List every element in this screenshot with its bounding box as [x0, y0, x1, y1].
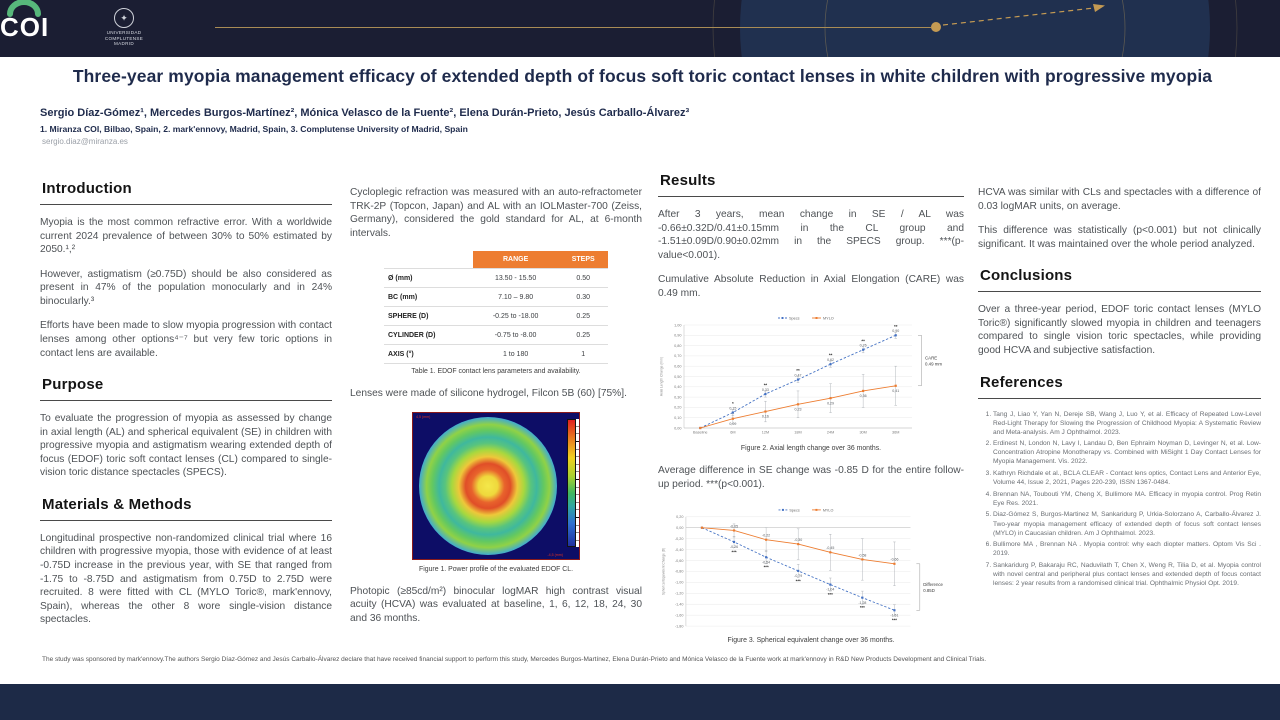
svg-text:***: *** — [795, 577, 801, 583]
references-list — [978, 410, 1261, 589]
hcva-paragraph-1: HCVA was similar with CLs and spectacles with a difference of 0.03 logMAR units, on average. — [978, 187, 1261, 212]
svg-text:Spherical Equivalent Change (: Spherical Equivalent Change (D) — [661, 547, 666, 595]
reference-item: 3. Kathryn Richdale et al., BCLA CLEAR - Contact lens optics, Contact Lens and Anterior Eye, Volume 44, Issue 2, 2021, Pages 220-239, ISSN 1367-0484. — [993, 469, 1261, 487]
svg-text:-0,22: -0,22 — [762, 533, 771, 538]
svg-text:0,30: 0,30 — [674, 395, 682, 400]
svg-text:0,33: 0,33 — [761, 388, 769, 393]
header-bar — [0, 0, 1280, 57]
introduction-heading: Introduction — [40, 180, 332, 205]
purpose-heading: Purpose — [40, 376, 332, 401]
svg-text:MYLO: MYLO — [823, 316, 834, 321]
table1-cell: SPHERE (D) — [384, 307, 473, 326]
svg-text:24M: 24M — [826, 430, 835, 435]
svg-text:-0,54: -0,54 — [762, 559, 771, 564]
table1-cell: CYLINDER (D) — [384, 326, 473, 345]
svg-text:0.85D: 0.85D — [923, 587, 935, 593]
svg-text:-0,79: -0,79 — [794, 573, 803, 578]
svg-text:0,20: 0,20 — [674, 406, 682, 411]
table1-cell: 0.25 — [558, 307, 608, 326]
profile-axis-label-bottom: -4,5 (mm) — [547, 552, 563, 557]
svg-text:Specs: Specs — [789, 507, 800, 512]
results-paragraph-se: Average difference in SE change was -0.85 D for the entire follow-up period. ***(p<0.001). — [658, 465, 964, 490]
svg-text:**: ** — [894, 324, 898, 330]
column-middle — [350, 186, 642, 637]
svg-text:0,41: 0,41 — [892, 389, 900, 394]
table1-cell: 13.50 - 15.50 — [473, 269, 559, 288]
svg-text:-0,60: -0,60 — [674, 558, 684, 563]
header-decoration — [0, 0, 1280, 57]
svg-text:MYLO: MYLO — [822, 507, 834, 512]
color-scale-bar-icon — [567, 419, 576, 547]
svg-text:0,10: 0,10 — [674, 416, 682, 421]
reference-item: 6. Bullimore MA , Brennan NA . Myopia control: why each diopter matters. Optom Vis Sci . 2019. — [993, 540, 1261, 558]
svg-text:0,23: 0,23 — [794, 407, 802, 412]
svg-text:0,70: 0,70 — [674, 354, 682, 359]
svg-text:CARE: CARE — [925, 355, 938, 361]
svg-text:-0,30: -0,30 — [794, 537, 803, 542]
svg-text:0,29: 0,29 — [827, 401, 835, 406]
profile-axis-label-top: 4,5 (mm) — [416, 414, 431, 419]
svg-text:0,09: 0,09 — [729, 422, 737, 427]
svg-text:0,00: 0,00 — [676, 525, 684, 530]
svg-text:-0,80: -0,80 — [674, 569, 684, 574]
reference-item: 4. Brennan NA, Toubouti YM, Cheng X, Bullimore MA. Efficacy in myopia control. Prog Retin Eye Res. 2021. — [993, 490, 1261, 508]
svg-text:-1,60: -1,60 — [674, 612, 684, 617]
complutense-seal-icon: ✦ — [114, 8, 134, 28]
figure2-chart — [658, 311, 964, 441]
column-right — [978, 186, 1261, 591]
svg-text:COI: COI — [0, 12, 50, 38]
svg-text:0,90: 0,90 — [674, 333, 682, 338]
table1-header-row — [384, 251, 608, 269]
svg-text:-1,04: -1,04 — [826, 587, 835, 592]
svg-text:**: ** — [828, 353, 833, 359]
svg-text:***: *** — [827, 591, 833, 597]
reference-item: 2. Erdinest N, London N, Lavy I, Landau D, Ben Ephraim Noyman D, Levinger N, et al. Low-Concentration Atropine Monotherapy vs. Combined with MiSight 1 Day Contact Lenses for Myopia Management. Vis. 2022. — [993, 439, 1261, 466]
svg-text:0,76: 0,76 — [859, 343, 867, 348]
power-profile-disc — [419, 417, 557, 555]
svg-text:Axial Length Change (mm): Axial Length Change (mm) — [659, 357, 664, 397]
svg-text:0,80: 0,80 — [674, 344, 682, 349]
table1-row — [384, 269, 608, 288]
table1-cell: BC (mm) — [384, 288, 473, 307]
svg-text:**: ** — [763, 382, 768, 388]
power-profile-image — [412, 412, 580, 560]
svg-text:Specs: Specs — [789, 316, 800, 321]
table1-cell: 0.30 — [558, 288, 608, 307]
table1-cell: 1 to 180 — [473, 345, 559, 364]
svg-text:-0,05: -0,05 — [730, 523, 739, 528]
svg-text:-0,20: -0,20 — [674, 536, 684, 541]
svg-text:***: *** — [731, 548, 737, 554]
introduction-paragraph: However, astigmatism (≥0.75D) should be also considered as present in 47% of the population monocularly and in 24% binocularly.³ — [40, 268, 332, 307]
complutense-logo — [96, 8, 152, 50]
coi-logo — [0, 0, 64, 38]
email-text: sergio.diaz@miranza.es — [42, 137, 128, 146]
table1-header-cell — [384, 251, 473, 269]
figure2-caption: Figure 2. Axial length change over 36 months. — [740, 445, 882, 453]
references-heading: References — [978, 374, 1261, 399]
figure3-chart — [658, 503, 964, 633]
sponsorship-disclaimer: The study was sponsored by mark'ennovy.The authors Sergio Díaz-Gómez and Jesús Carballo-Álvarez declare that have received financial support to perform this study, Mercedes Burgos-Martínez, Elena Durán-Prieto and Mónica Velasco de la Fuente work at mark'ennovy in R&D New Products Development and Clinical Trials. — [42, 656, 987, 663]
results-paragraph-1: After 3 years, mean change in SE / AL was -0.66±0.32D/0.41±0.15mm in the CL group and -1.51±0.09D/0.90±0.02mm in the SPECS group. ***(p-value<0.001). — [658, 209, 964, 261]
conclusions-heading: Conclusions — [978, 267, 1261, 292]
svg-text:6M: 6M — [730, 430, 736, 435]
introduction-paragraph: Myopia is the most common refractive error. With a worldwide current 2024 prevalence of between 30% to 50% estimated by 2050.¹,² — [40, 217, 332, 256]
svg-text:-1,51: -1,51 — [890, 612, 899, 617]
svg-text:36M: 36M — [892, 430, 900, 435]
table1-cell: -0.75 to -8.00 — [473, 326, 559, 345]
svg-text:Baseline: Baseline — [692, 430, 708, 435]
svg-text:0,62: 0,62 — [827, 358, 835, 363]
svg-text:0,90: 0,90 — [892, 329, 900, 334]
svg-text:1,00: 1,00 — [674, 323, 682, 328]
svg-text:12M: 12M — [761, 430, 770, 435]
table1-body — [384, 269, 608, 364]
footer-bar — [0, 684, 1280, 720]
conclusions-paragraph: Over a three-year period, EDOF toric contact lenses (MYLO Toric®) significantly slowed myopia in children and teenagers compared to single vision toric spectacles, while providing good HCVA and subjective satisfaction. — [978, 304, 1261, 356]
purpose-paragraph: To evaluate the progression of myopia as assessed by change in axial length (AL) and spherical equivalent (SE) in children with progressive myopia and astigmatism wearing extended depth of focus (EDOF) toric soft contact lenses (CL) compared to single-vision toric distance spectacles (SPECS). — [40, 413, 332, 479]
photopic-paragraph: Photopic (≥85cd/m²) binocular logMAR high contrast visual acuity (HCVA) was evaluated at baseline, 1, 6, 12, 18, 24, 30 and 36 months. — [350, 585, 642, 624]
svg-text:0,36: 0,36 — [859, 394, 867, 399]
svg-text:-1,80: -1,80 — [674, 623, 684, 628]
svg-text:0,00: 0,00 — [674, 426, 682, 431]
column-introduction — [40, 180, 332, 638]
table1-cell: -0.25 to -18.00 — [473, 307, 559, 326]
svg-text:-0,26: -0,26 — [730, 544, 739, 549]
svg-text:0,60: 0,60 — [674, 364, 682, 369]
svg-text:-0,66: -0,66 — [890, 557, 899, 562]
color-scale-ticks — [576, 419, 579, 547]
svg-text:-1,20: -1,20 — [674, 591, 684, 596]
lenses-paragraph: Lenses were made of silicone hydrogel, Filcon 5B (60) [75%]. — [350, 388, 627, 400]
methods-heading: Materials & Methods — [40, 496, 332, 521]
authors-line: Sergio Díaz-Gómez¹, Mercedes Burgos-Martínez², Mónica Velasco de la Fuente², Elena Durán-Prieto, Jesús Carballo-Álvarez³ — [40, 107, 690, 119]
figure1-power-profile — [412, 412, 580, 560]
figure1-caption: Figure 1. Power profile of the evaluated EDOF CL. — [419, 565, 573, 573]
svg-text:-1,28: -1,28 — [858, 600, 867, 605]
table1-row — [384, 345, 608, 364]
complutense-name: UNIVERSIDAD COMPLUTENSE MADRID — [104, 30, 144, 47]
svg-text:0,15: 0,15 — [729, 406, 737, 411]
table1-row — [384, 326, 608, 345]
reference-item: 1. Tang J, Liao Y, Yan N, Dereje SB, Wang J, Luo Y, et al. Efficacy of Repeated Low-Level Red-Light Therapy for Slowing the Progression of Childhood Myopia: A Systematic Review and Meta-analysis. Am J Ophthalmol. 2023. — [993, 410, 1261, 437]
methods-paragraph: Longitudinal prospective non-randomized clinical trial where 16 children with progressive myopia, those with evidence of at least -0.75D increase in the previous year, with SE that ranged from -1.75 to -8.75D and astigmatism from 0.75D to 2.75D were recruited. 8 were fitted with CL (MYLO Toric®, mark'ennovy, Spain), whereas the other 8 wore single-vision distance spectacles. — [40, 532, 332, 626]
svg-text:0,20: 0,20 — [676, 514, 684, 519]
table1-header-cell: STEPS — [558, 251, 608, 269]
svg-text:0,50: 0,50 — [674, 375, 682, 380]
table1-cell: AXIS (°) — [384, 345, 473, 364]
reference-item: 5. Diaz-Gómez S, Burgos-Martinez M, Sankaridurg P, Urkia-Solorzano A, Carballo-Álvarez J. Two-year myopia management efficacy of extended depth of focus soft contact lenses (MYLO) in Caucasian children. Am J Ophthalmol. 2023. — [993, 510, 1261, 537]
gold-dot-icon — [931, 22, 941, 32]
table1-row — [384, 307, 608, 326]
table1-row — [384, 288, 608, 307]
table1-cell: 7.10 – 9.80 — [473, 288, 559, 307]
affiliations-line: 1. Miranza COI, Bilbao, Spain, 2. mark'ennovy, Madrid, Spain, 3. Complutense University of Madrid, Spain — [40, 124, 468, 134]
svg-text:0,47: 0,47 — [794, 373, 802, 378]
table1-cell: 0.50 — [558, 269, 608, 288]
poster-title: Three-year myopia management efficacy of extended depth of focus soft toric contact lenses in white children with progressive myopia — [72, 66, 1213, 86]
table1-parameters — [384, 251, 608, 364]
results-heading: Results — [658, 172, 964, 197]
figure3-caption: Figure 3. Spherical equivalent change over 36 months. — [727, 636, 895, 644]
table1-cell: Ø (mm) — [384, 269, 473, 288]
results-paragraph-care: Cumulative Absolute Reduction in Axial Elongation (CARE) was 0.49 mm. — [658, 274, 964, 299]
introduction-paragraph: Efforts have been made to slow myopia progression with contact lenses among other options⁴⁻⁷ but very few toric options in contact lens are available. — [40, 320, 332, 359]
svg-text:18M: 18M — [794, 430, 802, 435]
svg-text:-1,40: -1,40 — [674, 602, 684, 607]
table1-cell: 1 — [558, 345, 608, 364]
svg-text:Difference: Difference — [923, 581, 943, 587]
svg-text:*: * — [731, 401, 734, 407]
svg-text:***: *** — [763, 564, 769, 570]
table1-cell: 0.25 — [558, 326, 608, 345]
hcva-paragraph-2: This difference was statistically (p<0.001) but not clinically significant. It was maintained over the whole period analyzed. — [978, 225, 1261, 250]
svg-text:-0,45: -0,45 — [826, 545, 835, 550]
svg-text:0.49 mm: 0.49 mm — [925, 361, 943, 367]
svg-text:0,40: 0,40 — [674, 385, 682, 390]
table1-caption: Table 1. EDOF contact lens parameters and availability. — [411, 368, 581, 376]
reference-item: 7. Sankaridurg P, Bakaraju RC, Naduvilath T, Chen X, Weng R, Tilia D, et al. Myopia control with novel central and peripheral plus contact lenses and extended depth of focus contact lenses: 2 year results from a randomised clinical trial. Ophthalmic Physiol Opt. 2019. — [993, 561, 1261, 588]
table1-header-cell: RANGE — [473, 251, 559, 269]
refraction-paragraph: Cycloplegic refraction was measured with an auto-refractometer TRK-2P (Topcon, Japan) and AL with an IOLMaster-700 (Zeiss, Germany), considered the gold standard for AL, at 6-month intervals. — [350, 187, 642, 239]
svg-text:**: ** — [796, 368, 800, 374]
svg-text:***: *** — [859, 604, 865, 610]
svg-text:0,16: 0,16 — [761, 415, 769, 420]
column-results — [658, 172, 964, 656]
svg-text:**: ** — [861, 338, 865, 344]
svg-text:-1,00: -1,00 — [674, 580, 684, 585]
svg-text:-0,40: -0,40 — [674, 547, 684, 552]
svg-text:***: *** — [891, 617, 897, 623]
svg-text:-0,58: -0,58 — [858, 552, 867, 557]
svg-text:30M: 30M — [859, 430, 867, 435]
